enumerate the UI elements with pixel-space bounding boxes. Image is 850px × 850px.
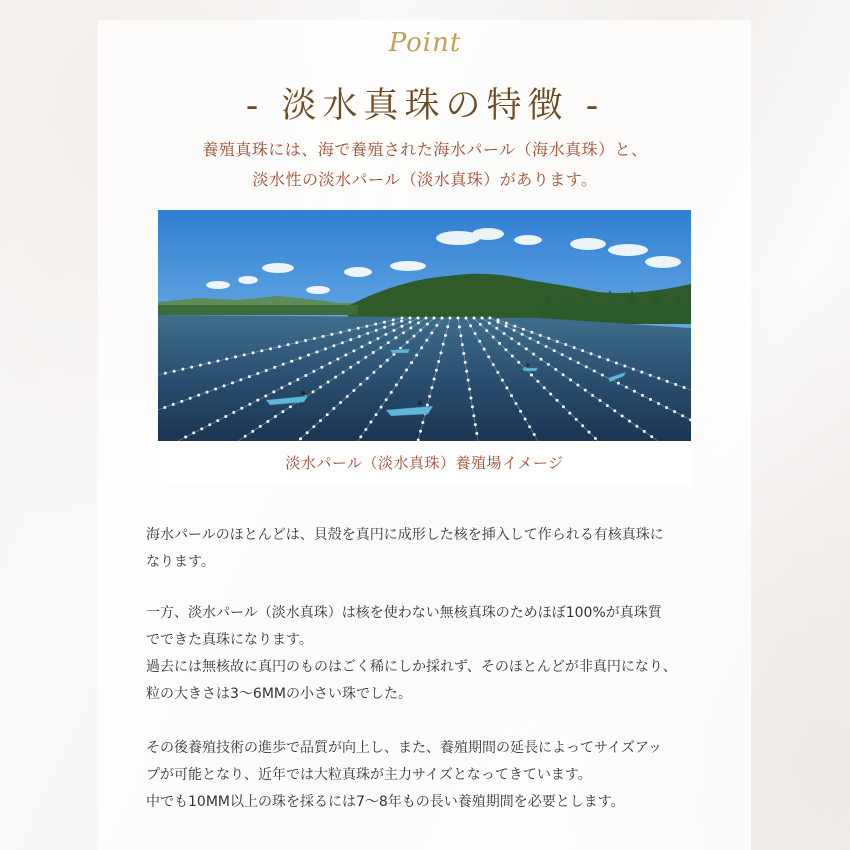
text-line: プが可能となり、近年では大粒真珠が主力サイズとなってきています。 bbox=[146, 767, 592, 783]
intro-line-1: 養殖真珠には、海で養殖された海水パール（海水真珠）と、 bbox=[202, 140, 648, 159]
paragraph-2 bbox=[146, 600, 716, 708]
text-line: 過去には無核故に真円のものはごく稀にしか採れず、そのほとんどが非真円になり、 bbox=[146, 659, 677, 675]
text-line: その後養殖技術の進歩で品質が向上し、また、養殖期間の延長によってサイズアッ bbox=[146, 740, 662, 756]
point-label: Point bbox=[388, 28, 462, 58]
text-line: 粒の大きさは3〜6MMの小さい珠でした。 bbox=[146, 686, 412, 702]
intro-line-2: 淡水性の淡水パール（淡水真珠）があります。 bbox=[252, 170, 598, 189]
pearl-farm-photo bbox=[158, 210, 691, 441]
paragraph-1 bbox=[146, 522, 716, 576]
photo-caption: 淡水パール（淡水真珠）養殖場イメージ bbox=[285, 454, 564, 472]
page-title: - 淡水真珠の特徴 - bbox=[245, 86, 605, 126]
text-line: 中でも10MM以上の珠を採るには7〜8年もの長い養殖期間を必要とします。 bbox=[146, 794, 625, 810]
text-line: 一方、淡水パール（淡水真珠）は核を使わない無核真珠のためほぼ100%が真珠質 bbox=[146, 605, 662, 621]
photo-caption-box bbox=[158, 441, 691, 485]
text-line: 海水パールのほとんどは、貝殻を真円に成形した核を挿入して作られる有核真珠に bbox=[146, 527, 664, 543]
text-line: でできた真珠になります。 bbox=[146, 632, 313, 648]
paragraph-3 bbox=[146, 735, 716, 816]
text-line: なります。 bbox=[146, 554, 215, 570]
